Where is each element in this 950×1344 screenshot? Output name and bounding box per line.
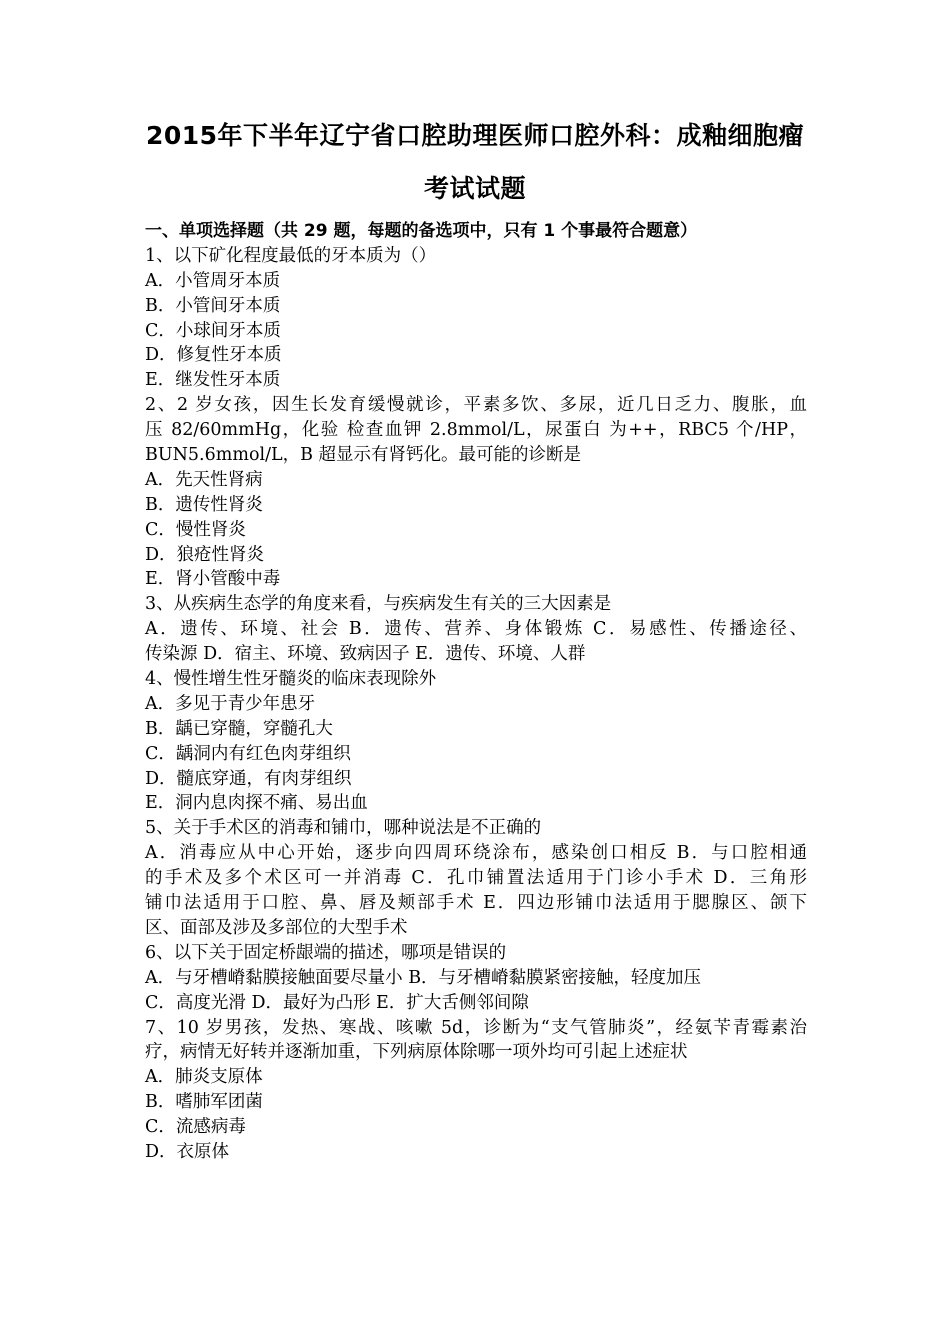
text-line: 5、关于手术区的消毒和铺巾，哪种说法是不正确的 [145,818,542,839]
text-line: 区、面部及涉及多部位的大型手术 [145,917,408,938]
text-line: D．狼疮性肾炎 [145,544,265,565]
text-line: D．衣原体 [145,1141,230,1162]
text-line: B．遗传性肾炎 [145,494,263,515]
text-line: C．小球间牙本质 [145,320,281,341]
text-line: B．嗜肺军团菌 [145,1092,263,1113]
text-line: C．慢性肾炎 [145,519,246,540]
text-line: A．与牙槽嵴黏膜接触面要尽量小 B．与牙槽嵴黏膜紧密接触，轻度加压 [145,967,702,988]
text-line: 2、2 岁女孩，因生长发育缓慢就诊，平素多饮、多尿，近几日乏力、腹胀，血 [145,395,807,416]
text-line: 压 82/60mmHg，化验 检查血钾 2.8mmol/L，尿蛋白 为++，RBC5 个/HP， [145,420,807,441]
document-body [145,219,807,1165]
text-line: D．髓底穿通，有肉芽组织 [145,768,352,789]
text-line: A．遗传、环境、社会 B．遗传、营养、身体锻炼 C．易感性、传播途径、 [145,619,807,640]
document-title-line-1: 2015年下半年辽宁省口腔助理医师口腔外科：成釉细胞瘤 [145,121,805,150]
text-line: 的手术及多个术区可一并消毒 C．孔巾铺置法适用于门诊小手术 D．三角形 [145,868,807,889]
text-line: B．小管间牙本质 [145,295,281,316]
text-line: 1、以下矿化程度最低的牙本质为（） [145,245,437,266]
text-line: C．高度光滑 D．最好为凸形 E．扩大舌侧邻间隙 [145,992,529,1013]
text-line: D．修复性牙本质 [145,345,282,366]
text-line: A．先天性肾病 [145,469,263,490]
document-title-line-2: 考试试题 [423,174,526,203]
text-line: 疗，病情无好转并逐渐加重，下列病原体除哪一项外均可引起上述症状 [145,1042,688,1063]
text-line: 6、以下关于固定桥龈端的描述，哪项是错误的 [145,942,507,963]
text-line: BUN5.6mmol/L，B 超显示有肾钙化。最可能的诊断是 [145,445,582,466]
text-line: 4、慢性增生性牙髓炎的临床表现除外 [145,669,437,690]
text-line: 3、从疾病生态学的角度来看，与疾病发生有关的三大因素是 [145,594,612,615]
text-line: C．龋洞内有红色肉芽组织 [145,743,351,764]
text-line: A．肺炎支原体 [145,1067,263,1088]
text-line: C．流感病毒 [145,1117,246,1138]
text-line: A．小管周牙本质 [145,270,281,291]
text-line: 7、10 岁男孩，发热、寒战、咳嗽 5d，诊断为“支气管肺炎”，经氨苄青霉素治 [145,1017,807,1038]
text-line: E．继发性牙本质 [145,370,281,391]
text-line: 铺巾法适用于口腔、鼻、唇及颊部手术 E．四边形铺巾法适用于腮腺区、颌下 [145,893,807,914]
text-line: B．龋已穿髓，穿髓孔大 [145,718,333,739]
text-line: E．洞内息肉探不痛、易出血 [145,793,368,814]
text-line: E．肾小管酸中毒 [145,569,281,590]
text-line: A．多见于青少年患牙 [145,693,316,714]
section-heading: 一、单项选择题（共 29 题，每题的备选项中，只有 1 个事最符合题意） [145,221,698,241]
question-lines [145,244,807,1165]
text-line: A．消毒应从中心开始，逐步向四周环绕涂布，感染创口相反 B．与口腔相通 [145,843,807,864]
text-line: 传染源 D．宿主、环境、致病因子 E．遗传、环境、人群 [145,644,586,665]
